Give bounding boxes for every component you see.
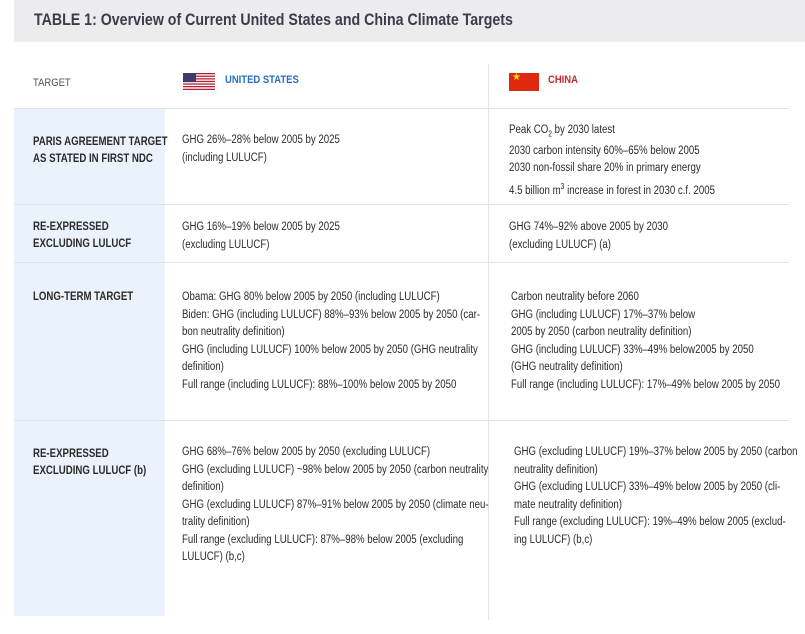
us-long-term: Obama: GHG 80% below 2005 by 2050 (including LULUCF) Biden: GHG (including LULUCF) 88%–93% below 2005 by 2050 (car- bon neutrality definition) GHG (including LULUCF) 100% below 2005 by 2050 (GHG neutrality definition) Full range (including LULUCF): 88%–100% below 2005 by 2050 xyxy=(182,291,481,391)
us-paris-target: GHG 26%–28% below 2005 by 2025 (including LULUCF) xyxy=(182,134,340,164)
label-column-background xyxy=(14,108,165,616)
china-reexpressed-excl-b: GHG (excluding LULUCF) 19%–37% below 2005 by 2050 (carbon neutrality definition) GHG (excluding LULUCF) 33%–49% below 2005 by 2050 (cli- mate neutrality definition) Full range (excluding LULUCF): 19%–49% below 2005 (exclud- ing LULUCF) (b,c) xyxy=(514,446,798,546)
row-label-paris-target: PARIS AGREEMENT TARGET AS STATED IN FIRST NDC xyxy=(33,136,168,165)
row-label-long-term: LONG-TERM TARGET xyxy=(33,291,134,303)
row-label-reexpressed-excl: RE-EXPRESSED EXCLUDING LULUCF xyxy=(33,221,132,250)
row-divider xyxy=(14,108,789,109)
row-divider xyxy=(14,420,789,421)
china-long-term: Carbon neutrality before 2060 GHG (including LULUCF) 17%–37% below 2005 by 2050 (carbon neutrality definition) GHG (including LULUCF) 33%–49% below2005 by 2050 (GHG neutrality definition) Full range (including LULUCF): 17%–49% below 2005 by 2050 xyxy=(511,291,781,391)
row-divider xyxy=(14,204,789,205)
row-divider xyxy=(14,262,789,263)
china-flag-icon: ★ xyxy=(509,73,539,91)
us-reexpressed-excl: GHG 16%–19% below 2005 by 2025 (excluding LULUCF) xyxy=(182,221,340,251)
table-title: TABLE 1: Overview of Current United States and China Climate Targets xyxy=(34,11,513,29)
title-bar xyxy=(14,0,805,42)
column-header-china: CHINA xyxy=(548,74,578,86)
china-peak-co2-line: Peak $CO_2$ by 2030 latest xyxy=(509,124,615,139)
us-reexpressed-excl-b: GHG 68%–76% below 2005 by 2050 (excluding LULUCF) GHG (excluding LULUCF) ~98% below 2005 by 2050 (carbon neutrality definition) GHG (excluding LULUCF) 87%–91% below 2005 by 2050 (climate neu- trality definition) Full range (excluding LULUCF): 87%–98% below 2005 (excluding LULUCF) (b,c) xyxy=(182,446,489,563)
china-reexpressed-excl: GHG 74%–92% above 2005 by 2030 (excluding LULUCF) (a) xyxy=(509,221,668,251)
column-header-us: UNITED STATES xyxy=(225,74,299,86)
row-label-reexpressed-excl-b: RE-EXPRESSED EXCLUDING LULUCF (b) xyxy=(33,448,147,477)
us-flag-icon xyxy=(183,73,215,90)
column-header-target: TARGET xyxy=(33,77,71,89)
china-paris-target: Peak $CO_2$ by 2030 latest 2030 carbon intensity 60%–65% below 2005 2030 non-fossil share 20% in primary energy 4.5 billion $m^3$ increase in forest in 2030 c.f. 2005 xyxy=(509,122,715,200)
china-forest-line: 4.5 billion $m^3$ increase in forest in 2030 c.f. 2005 xyxy=(509,181,716,197)
